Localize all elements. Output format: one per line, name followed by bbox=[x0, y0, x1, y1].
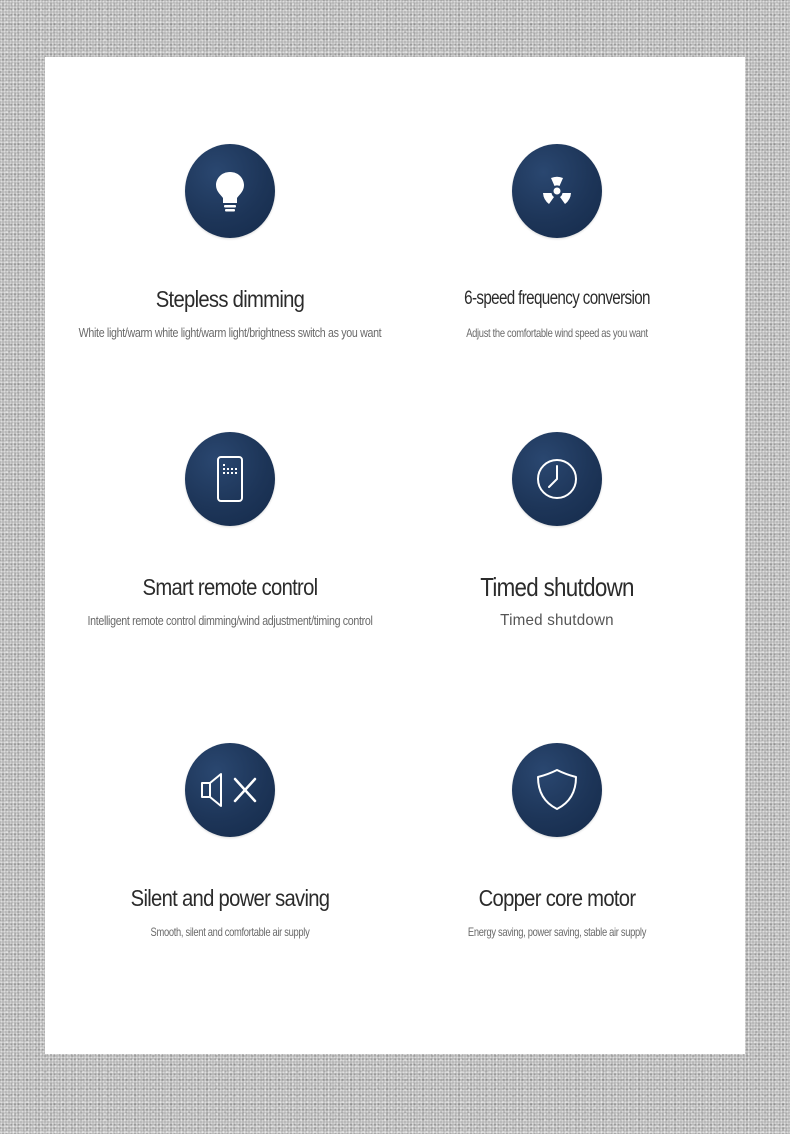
lightbulb-icon bbox=[185, 144, 275, 238]
feature-title: 6-speed frequency conversion bbox=[464, 288, 650, 309]
feature-title: Silent and power saving bbox=[130, 885, 330, 911]
feature-description: Energy saving, power saving, stable air supply bbox=[467, 925, 647, 939]
feature-title: Timed shutdown bbox=[480, 572, 634, 602]
feature-description: Intelligent remote control dimming/wind adjustment/timing control bbox=[87, 613, 373, 628]
feature-title: Smart remote control bbox=[142, 574, 318, 600]
feature-title: Stepless dimming bbox=[155, 286, 305, 312]
fan-icon bbox=[512, 144, 602, 238]
feature-description: Smooth, silent and comfortable air supply bbox=[150, 925, 310, 939]
feature-description: White light/warm white light/warm light/brightness switch as you want bbox=[78, 325, 382, 340]
feature-description: Timed shutdown bbox=[500, 612, 614, 629]
feature-title: Copper core motor bbox=[478, 885, 636, 911]
feature-description: Adjust the comfortable wind speed as you want bbox=[466, 326, 648, 340]
clock-icon bbox=[512, 432, 602, 526]
mute-speaker-icon bbox=[185, 743, 275, 837]
remote-control-icon bbox=[185, 432, 275, 526]
shield-icon bbox=[512, 743, 602, 837]
feature-panel bbox=[45, 57, 745, 1054]
